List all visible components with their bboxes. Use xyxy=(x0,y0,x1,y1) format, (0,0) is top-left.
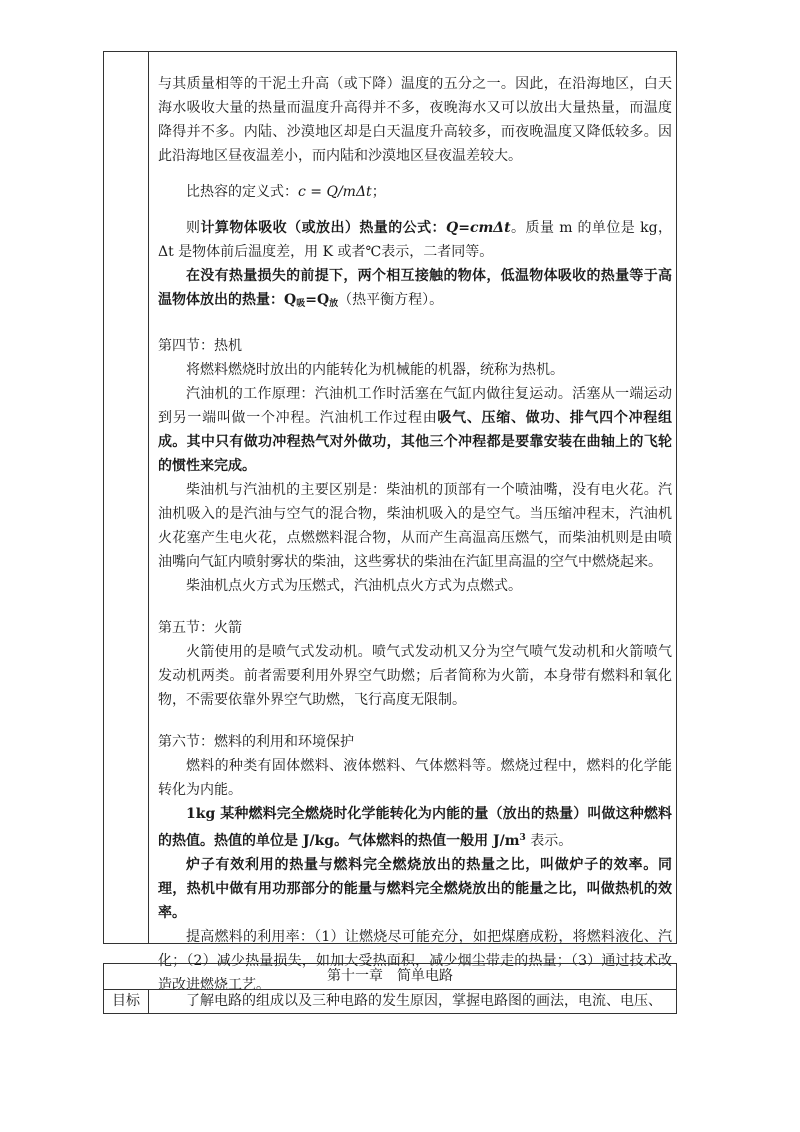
section-5-title: 第五节：火箭 xyxy=(158,620,242,636)
definition-label: 比热容的定义式： xyxy=(186,184,298,200)
heat-balance-paragraph xyxy=(158,264,672,316)
section-6-para-2 xyxy=(158,802,672,853)
heat-value-text: 1kg 某种燃料完全燃烧时化学能转化为内能的量（放出的热量）叫做这种燃料的热值。热值的单位是 J/kg。气体燃料的热值一般用 J/m xyxy=(158,806,672,849)
balance-end: （热平衡方程）。 xyxy=(338,292,444,308)
chapter-11-table xyxy=(103,963,677,1014)
section-4-para-2-text: 汽油机的工作原理：汽油机工作时活塞在气缸内做往复运动。活塞从一端运动到另一端叫做一个冲程。汽油机工作过程由 xyxy=(158,386,672,426)
balance-sub-absorb: 吸 xyxy=(296,299,306,309)
section-6-para-3: 炉子有效利用的热量与燃料完全燃烧放出的热量之比，叫做炉子的效率。同理，热机中做有用功那部分的能量与燃料完全燃烧放出的能量之比，叫做热机的效率。 xyxy=(158,857,672,921)
heat-value-end: 表示。 xyxy=(525,833,573,849)
chapter-11-title: 第十一章 简单电路 xyxy=(104,964,676,990)
section-4-para-4: 柴油机点火方式为压燃式，汽油机点火方式为点燃式。 xyxy=(186,578,522,594)
specific-heat-definition xyxy=(158,180,672,204)
heat-formula-label: 计算物体吸收（或放出）热量的公式： xyxy=(200,220,447,236)
goal-row xyxy=(104,989,676,1013)
definition-formula: c = Q/mΔt xyxy=(298,184,372,200)
heat-prefix: 则 xyxy=(186,220,201,236)
balance-mid: =Q xyxy=(305,292,330,308)
section-4-title: 第四节：热机 xyxy=(158,338,242,354)
heat-formula-note: 。质量 m 的单位是 kg，Δt 是物体前后温度差，用 K 或者℃表示，二者同等。 xyxy=(158,220,673,260)
definition-end: ； xyxy=(371,184,386,200)
section-4-para-2-bold: 吸气、压缩、做功、排气四个冲程组成。其中只有做功冲程热气对外做功，其他三个冲程都是要靠安装在曲轴上的飞轮的惯性来完成。 xyxy=(158,410,673,474)
section-5-para-1: 火箭使用的是喷气式发动机。喷气式发动机又分为空气喷气发动机和火箭喷气发动机两类。前者需要利用外界空气助燃；后者简称为火箭，本身带有燃料和氧化物，不需要依靠外界空气助燃，飞行高度无限制。 xyxy=(158,644,672,708)
section-6-para-4: 提高燃料的利用率：（1）让燃烧尽可能充分，如把煤磨成粉，将燃料液化、汽化；（2）减少热量损失，如加大受热面积，减少烟尘带走的热量；（3）通过技术改造改进燃烧工艺。 xyxy=(158,929,672,993)
goal-label: 目标 xyxy=(104,989,149,1013)
section-6-para-1: 燃料的种类有固体燃料、液体燃料、气体燃料等。燃烧过程中，燃料的化学能转化为内能。 xyxy=(158,758,672,798)
heat-formula: Q=cmΔt xyxy=(446,220,511,236)
intro-paragraph: 与其质量相等的干泥土升高（或下降）温度的五分之一。因此，在沿海地区，白天海水吸收大量的热量而温度升高得并不多，夜晚海水又可以放出大量热量，而温度降得并不多。内陆、沙漠地区却是白天温度升高较多，而夜晚温度又降低较多。因此沿海地区昼夜温差小，而内陆和沙漠地区昼夜温差较大。 xyxy=(158,76,672,164)
table-column-divider xyxy=(148,52,149,943)
notes-content xyxy=(158,72,672,997)
heat-value-sup: 3 xyxy=(519,833,526,843)
balance-text: 在没有热量损失的前提下，两个相互接触的物体，低温物体吸收的热量等于高温物体放出的热量：Q xyxy=(158,268,672,308)
goal-text: 了解电路的组成以及三种电路的发生原因，掌握电路图的画法，电流、电压、 xyxy=(186,993,662,1009)
balance-sub-release: 放 xyxy=(329,299,339,309)
section-6-title: 第六节：燃料的利用和环境保护 xyxy=(158,734,354,750)
section-4-para-2 xyxy=(158,382,672,478)
section-4-para-1: 将燃料燃烧时放出的内能转化为机械能的机器，统称为热机。 xyxy=(186,362,564,378)
section-4-para-3: 柴油机与汽油机的主要区别是：柴油机的顶部有一个喷油嘴，没有电火花。汽油机吸入的是汽油与空气的混合物，柴油机吸入的是空气。当压缩冲程末，汽油机火花塞产生电火花，点燃燃料混合物，从而产生高温高压燃气，而柴油机则是由喷油嘴向气缸内喷射雾状的柴油，这些雾状的柴油在汽缸里高温的空气中燃烧起来。 xyxy=(158,482,672,570)
heat-formula-paragraph xyxy=(158,216,672,264)
